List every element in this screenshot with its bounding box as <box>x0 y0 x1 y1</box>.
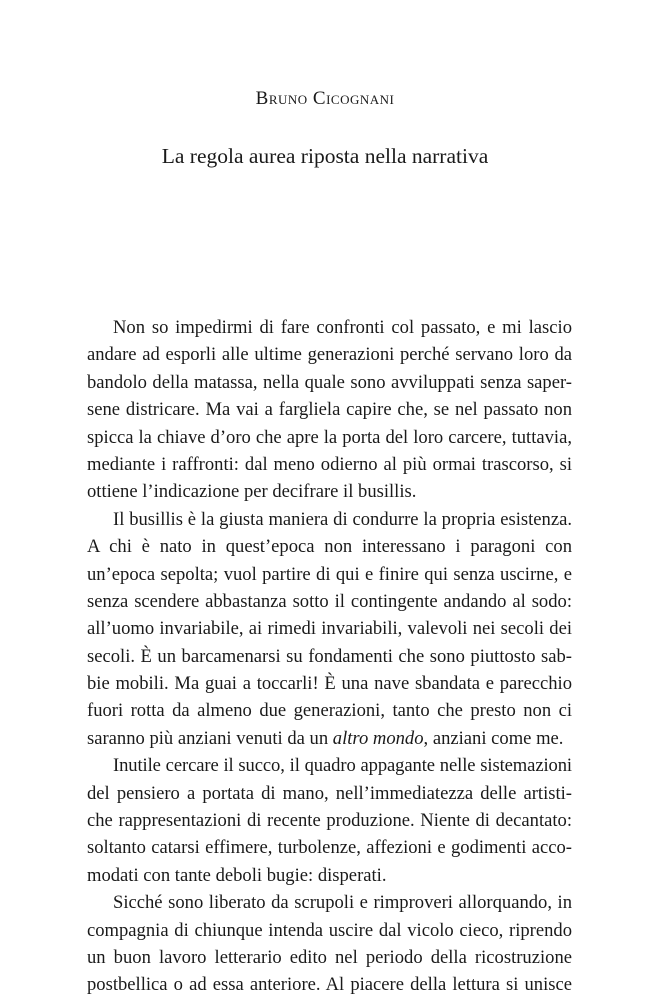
paragraph-4-line-2: compagnia di chiunque intenda uscire dal vicolo cieco, riprendo <box>87 919 572 941</box>
paragraph-1-line-5: spicca la chiave d’oro che apre la porta del loro carcere, tuttavia, <box>87 426 572 448</box>
paragraph-3-line-4: soltanto catarsi effimere, turbolenze, affezioni e godimenti acco- <box>87 837 572 859</box>
paragraph-1-line-6: mediante i raffronti: dal meno odierno al più ormai trascorso, si <box>87 453 572 475</box>
paragraph-2-line-4: senza scendere abbastanza sotto il contingente andando al sodo: <box>87 590 572 612</box>
paragraph-3-line-1: Inutile cercare il succo, il quadro appagante nelle sistemazioni <box>113 755 572 777</box>
paragraph-1-line-1: Non so impedirmi di fare confronti col passato, e mi lascio <box>113 317 572 338</box>
paragraph-3-line-5: modati con tante deboli bugie: disperati. <box>87 864 387 886</box>
body-text <box>87 314 572 999</box>
paragraph-3-line-3: che rappresentazioni di recente produzione. Niente di decantato: <box>87 810 572 832</box>
paragraph-2-line-7: bie mobili. Ma guai a toccarli! È una nave sbandata e parecchio <box>87 673 572 695</box>
paragraph-4-line-1: Sicché sono liberato da scrupoli e rimproveri allorquando, in <box>113 892 572 914</box>
chapter-title: La regola aurea riposta nella narrativa <box>161 144 489 168</box>
paragraph-2-line-9 <box>87 725 572 752</box>
paragraph-1-line-3: bandolo della matassa, nella quale sono avviluppati senza saper- <box>87 371 572 393</box>
paragraph-3-line-2: del pensiero a portata di mano, nell’immediatezza delle artisti- <box>87 782 572 804</box>
paragraph-2-line-1: Il busillis è la giusta maniera di condurre la propria esistenza. <box>113 508 572 530</box>
paragraph-4-line-3: un buon lavoro letterario edito nel periodo della ricostruzione <box>87 946 572 968</box>
italic-phrase: altro mondo <box>332 727 424 749</box>
paragraph-2-line-3: un’epoca sepolta; vuol partire di qui e finire qui senza uscirne, e <box>87 563 572 585</box>
paragraph-2-line-5: all’uomo invariabile, ai rimedi invariabili, valevoli nei secoli dei <box>87 618 572 640</box>
paragraph-2-line-2: A chi è nato in quest’epoca non interessano i paragoni con <box>87 536 572 558</box>
paragraph-2-line-8: fuori rotta da almeno due generazioni, tanto che presto non ci <box>87 700 572 722</box>
author-name: Bruno Cicognani <box>255 88 395 109</box>
paragraph-2-final-text-start: saranno più anziani venuti da un <box>87 727 333 749</box>
paragraph-1-line-2: andare ad esporli alle ultime generazioni perché servano loro da <box>87 344 572 366</box>
paragraph-1-line-7: ottiene l’indicazione per decifrare il busillis. <box>87 481 417 503</box>
paragraph-2-final-text-end: , anziani come me. <box>423 727 564 749</box>
paragraph-2-line-6: secoli. È un barcamenarsi su fondamenti che sono piuttosto sab- <box>87 645 572 667</box>
paragraph-4-line-4: postbellica o ad essa anteriore. Al piacere della lettura si unisce <box>87 974 572 996</box>
paragraph-1-line-4: sene districare. Ma vai a fargliela capire che, se nel passato non <box>87 399 572 421</box>
